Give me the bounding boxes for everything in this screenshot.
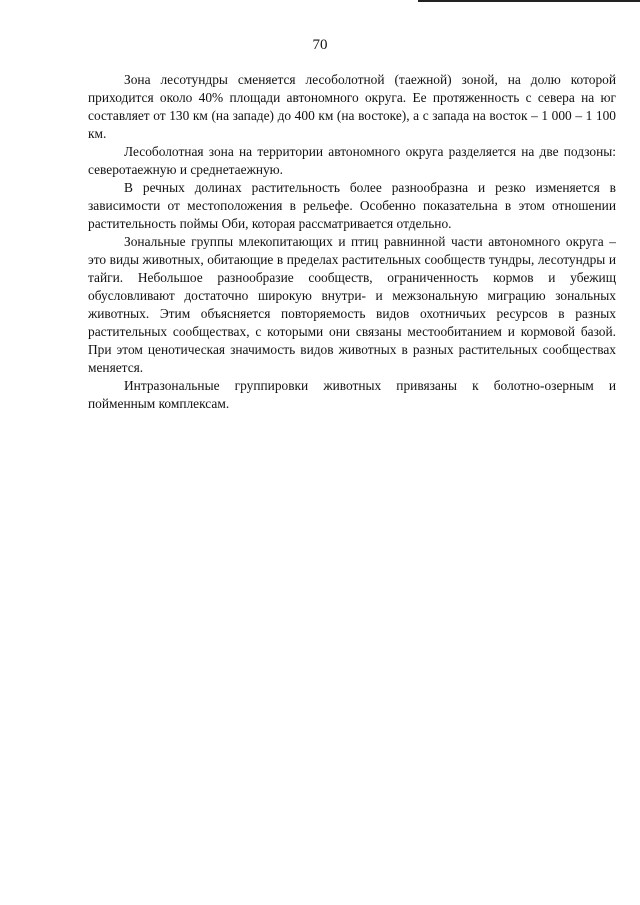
- paragraph-river-valleys: В речных долинах растительность более разнообразна и резко изменяется в зависимости от местоположения в рельефе. Особенно показательна в этом отношении растительность поймы Оби, которая рассматривается отдельно.: [88, 180, 616, 231]
- document-body: [88, 71, 616, 413]
- paragraph-intrazonal-groups: Интразональные группировки животных привязаны к болотно-озерным и пойменным комплексам.: [88, 378, 616, 411]
- paragraph-forest-tundra: Зона лесотундры сменяется лесоболотной (таежной) зоной, на долю которой приходится около 40% площади автономного округа. Ее протяженность с севера на юг составляет от 130 км (на западе) до 400 км (на востоке), а с запада на восток – 1 000 – 1 100 км.: [88, 72, 616, 141]
- paragraph-zonal-groups: Зональные группы млекопитающих и птиц равнинной части автономного округа – это виды животных, обитающие в пределах растительных сообществ тундры, лесотундры и тайги. Небольшое разнообразие сообществ, ограниченность кормов и убежищ обусловливают достаточно широкую внутри- и межзональную миграцию зональных животных. Этим объясняется повторяемость видов охотничьих ресурсов в разных растительных сообществах, с которыми они связаны местообитанием и кормовой базой. При этом ценотическая значимость видов животных в разных растительных сообществах меняется.: [88, 234, 616, 375]
- paragraph-taiga-subzones: Лесоболотная зона на территории автономного округа разделяется на две подзоны: северотаежную и среднетаежную.: [88, 144, 616, 177]
- top-border-line: [418, 0, 640, 2]
- page-number: 70: [312, 37, 328, 53]
